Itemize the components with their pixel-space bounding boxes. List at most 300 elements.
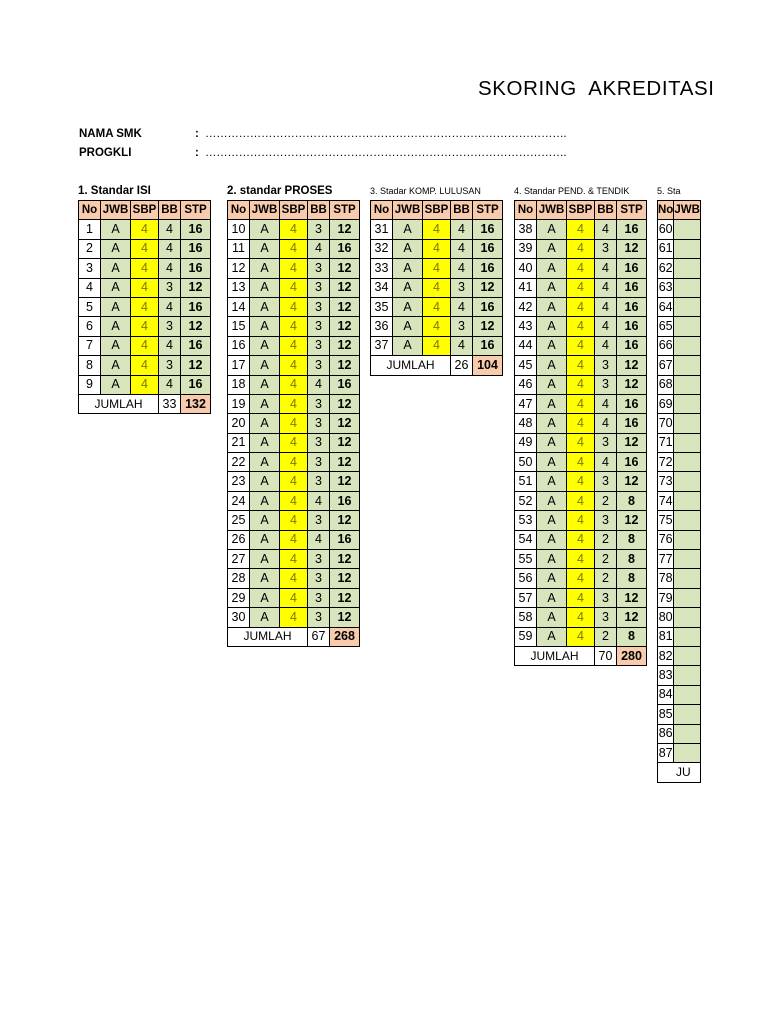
no-cell: 33 [371, 259, 393, 278]
answer-cell: A [250, 239, 280, 258]
stp-cell: 8 [617, 530, 647, 549]
answer-cell [674, 336, 701, 355]
table-row [371, 278, 503, 297]
table-row [79, 375, 211, 394]
no-cell: 2 [79, 239, 101, 258]
stp-cell: 12 [181, 356, 211, 375]
answer-cell: A [101, 317, 131, 336]
total-label: JUMLAH [371, 356, 451, 375]
answer-cell: A [537, 356, 567, 375]
sbp-cell: 4 [280, 239, 308, 258]
table-row [658, 414, 701, 433]
bb-cell: 4 [159, 239, 181, 258]
stp-cell: 16 [617, 297, 647, 316]
program-label: PROGKLI [79, 147, 132, 159]
table-row [658, 511, 701, 530]
stp-cell: 16 [617, 394, 647, 413]
column-header-sbp: SBP [131, 201, 159, 220]
bb-cell: 4 [595, 453, 617, 472]
table-row [658, 666, 701, 685]
no-cell: 38 [515, 220, 537, 239]
table-row [515, 511, 647, 530]
sbp-cell: 4 [280, 608, 308, 627]
answer-cell: A [537, 588, 567, 607]
stp-cell: 12 [330, 259, 360, 278]
no-cell: 79 [658, 588, 674, 607]
bb-cell: 3 [595, 375, 617, 394]
standard-heading: 1. Standar ISI [78, 185, 151, 197]
no-cell: 83 [658, 666, 674, 685]
answer-cell [674, 317, 701, 336]
table-row [658, 608, 701, 627]
answer-cell: A [537, 278, 567, 297]
answer-cell: A [537, 453, 567, 472]
table-row [228, 608, 360, 627]
no-cell: 9 [79, 375, 101, 394]
stp-cell: 16 [473, 239, 503, 258]
stp-cell: 12 [617, 588, 647, 607]
answer-cell: A [250, 588, 280, 607]
column-header-sbp: SBP [423, 201, 451, 220]
no-cell: 65 [658, 317, 674, 336]
score-table [78, 200, 211, 414]
no-cell: 64 [658, 297, 674, 316]
table-row [658, 433, 701, 452]
stp-cell: 16 [181, 297, 211, 316]
answer-cell: A [250, 336, 280, 355]
table-row [371, 220, 503, 239]
answer-cell [674, 433, 701, 452]
column-header-stp: STP [473, 201, 503, 220]
table-row [515, 472, 647, 491]
sbp-cell: 4 [567, 472, 595, 491]
stp-cell: 16 [617, 278, 647, 297]
no-cell: 80 [658, 608, 674, 627]
bb-cell: 2 [595, 627, 617, 646]
stp-cell: 16 [617, 220, 647, 239]
answer-cell: A [537, 239, 567, 258]
bb-cell: 3 [308, 356, 330, 375]
stp-cell: 12 [330, 394, 360, 413]
answer-cell: A [250, 530, 280, 549]
sbp-cell: 4 [280, 394, 308, 413]
table-row [228, 220, 360, 239]
answer-cell: A [250, 394, 280, 413]
answer-cell: A [393, 239, 423, 258]
table-row [658, 705, 701, 724]
bb-cell: 3 [159, 278, 181, 297]
bb-cell: 4 [159, 297, 181, 316]
column-header-no: No [79, 201, 101, 220]
bb-cell: 4 [451, 297, 473, 316]
no-cell: 35 [371, 297, 393, 316]
total-row [228, 627, 360, 646]
table-row [371, 297, 503, 316]
no-cell: 26 [228, 530, 250, 549]
bb-cell: 3 [595, 588, 617, 607]
no-cell: 73 [658, 472, 674, 491]
stp-cell: 12 [617, 375, 647, 394]
bb-cell: 3 [308, 259, 330, 278]
answer-cell [674, 685, 701, 704]
sbp-cell: 4 [131, 297, 159, 316]
sbp-cell: 4 [280, 297, 308, 316]
no-cell: 19 [228, 394, 250, 413]
table-row [228, 453, 360, 472]
sbp-cell: 4 [567, 530, 595, 549]
stp-cell: 12 [330, 472, 360, 491]
sbp-cell: 4 [567, 336, 595, 355]
stp-cell: 8 [617, 627, 647, 646]
bb-cell: 3 [308, 394, 330, 413]
sbp-cell: 4 [423, 259, 451, 278]
sbp-cell: 4 [423, 239, 451, 258]
answer-cell: A [250, 433, 280, 452]
answer-cell [674, 239, 701, 258]
bb-cell: 3 [308, 297, 330, 316]
sbp-cell: 4 [131, 317, 159, 336]
sbp-cell: 4 [423, 317, 451, 336]
table-row [515, 278, 647, 297]
table-row [658, 317, 701, 336]
table-row [228, 414, 360, 433]
stp-cell: 16 [330, 375, 360, 394]
no-cell: 69 [658, 394, 674, 413]
no-cell: 31 [371, 220, 393, 239]
bb-cell: 3 [595, 472, 617, 491]
answer-cell [674, 569, 701, 588]
score-table [657, 200, 701, 783]
sbp-cell: 4 [567, 511, 595, 530]
table-row [228, 511, 360, 530]
table-row [371, 259, 503, 278]
stp-cell: 16 [330, 239, 360, 258]
table-row [79, 356, 211, 375]
table-row [515, 414, 647, 433]
no-cell: 28 [228, 569, 250, 588]
stp-cell: 12 [617, 511, 647, 530]
table-row [371, 239, 503, 258]
no-cell: 15 [228, 317, 250, 336]
no-cell: 58 [515, 608, 537, 627]
no-cell: 44 [515, 336, 537, 355]
sbp-cell: 4 [280, 530, 308, 549]
no-cell: 59 [515, 627, 537, 646]
column-header-no: No [371, 201, 393, 220]
sbp-cell: 4 [280, 317, 308, 336]
no-cell: 17 [228, 356, 250, 375]
bb-total: 67 [308, 627, 330, 646]
sbp-cell: 4 [280, 414, 308, 433]
sbp-cell: 4 [280, 259, 308, 278]
column-header-jwb: JWB [393, 201, 423, 220]
sbp-cell: 4 [567, 375, 595, 394]
answer-cell: A [537, 433, 567, 452]
bb-cell: 3 [159, 356, 181, 375]
bb-cell: 3 [308, 550, 330, 569]
no-cell: 11 [228, 239, 250, 258]
column-header-jwb: JWB [674, 201, 701, 220]
answer-cell: A [537, 259, 567, 278]
table-row [371, 336, 503, 355]
table-row [658, 530, 701, 549]
answer-cell: A [250, 220, 280, 239]
table-row [515, 530, 647, 549]
answer-cell [674, 743, 701, 762]
bb-cell: 2 [595, 569, 617, 588]
sbp-cell: 4 [567, 608, 595, 627]
sbp-cell: 4 [131, 259, 159, 278]
bb-cell: 3 [451, 278, 473, 297]
sbp-cell: 4 [280, 453, 308, 472]
sbp-cell: 4 [280, 569, 308, 588]
table-row [228, 433, 360, 452]
no-cell: 22 [228, 453, 250, 472]
no-cell: 75 [658, 511, 674, 530]
table-row [228, 317, 360, 336]
sbp-cell: 4 [567, 627, 595, 646]
no-cell: 86 [658, 724, 674, 743]
no-cell: 48 [515, 414, 537, 433]
sbp-cell: 4 [280, 588, 308, 607]
standard-isi-block [78, 184, 211, 414]
no-cell: 14 [228, 297, 250, 316]
column-header-no: No [515, 201, 537, 220]
no-cell: 37 [371, 336, 393, 355]
table-row [658, 394, 701, 413]
no-cell: 16 [228, 336, 250, 355]
sbp-cell: 4 [280, 511, 308, 530]
table-row [228, 375, 360, 394]
sbp-cell: 4 [280, 491, 308, 510]
bb-total: 70 [595, 646, 617, 665]
bb-cell: 4 [451, 239, 473, 258]
standard-kompetensi-lulusan-block [370, 184, 503, 376]
answer-cell: A [537, 336, 567, 355]
table-row [658, 278, 701, 297]
stp-cell: 16 [473, 259, 503, 278]
table-row [658, 453, 701, 472]
bb-cell: 4 [595, 414, 617, 433]
table-row [515, 394, 647, 413]
answer-cell: A [537, 530, 567, 549]
stp-cell: 12 [330, 297, 360, 316]
stp-cell: 12 [330, 569, 360, 588]
bb-cell: 4 [159, 336, 181, 355]
bb-cell: 3 [595, 239, 617, 258]
table-row [228, 472, 360, 491]
bb-cell: 4 [159, 375, 181, 394]
answer-cell [674, 297, 701, 316]
table-row [79, 220, 211, 239]
no-cell: 46 [515, 375, 537, 394]
sbp-cell: 4 [280, 278, 308, 297]
stp-cell: 12 [473, 317, 503, 336]
stp-cell: 12 [330, 220, 360, 239]
stp-cell: 16 [330, 530, 360, 549]
no-cell: 41 [515, 278, 537, 297]
bb-cell: 4 [308, 239, 330, 258]
stp-cell: 12 [617, 239, 647, 258]
sbp-cell: 4 [131, 239, 159, 258]
answer-cell: A [250, 278, 280, 297]
table-row [79, 297, 211, 316]
sbp-cell: 4 [567, 588, 595, 607]
stp-total: 104 [473, 356, 503, 375]
stp-total: 132 [181, 394, 211, 413]
program-value: ……………………………………………………………………………………. [205, 147, 567, 159]
total-label: JUMLAH [515, 646, 595, 665]
no-cell: 76 [658, 530, 674, 549]
stp-cell: 12 [330, 588, 360, 607]
table-row [658, 550, 701, 569]
stp-cell: 12 [330, 433, 360, 452]
table-row [79, 239, 211, 258]
bb-cell: 3 [451, 317, 473, 336]
no-cell: 10 [228, 220, 250, 239]
no-cell: 57 [515, 588, 537, 607]
answer-cell: A [537, 511, 567, 530]
column-header-jwb: JWB [101, 201, 131, 220]
sbp-cell: 4 [567, 278, 595, 297]
answer-cell: A [250, 511, 280, 530]
stp-cell: 8 [617, 491, 647, 510]
sbp-cell: 4 [131, 356, 159, 375]
sbp-cell: 4 [567, 453, 595, 472]
bb-cell: 2 [595, 550, 617, 569]
bb-cell: 4 [595, 336, 617, 355]
sbp-cell: 4 [423, 297, 451, 316]
stp-cell: 12 [330, 414, 360, 433]
table-row [228, 550, 360, 569]
table-row [658, 646, 701, 665]
column-header-stp: STP [617, 201, 647, 220]
bb-cell: 4 [451, 259, 473, 278]
answer-cell: A [250, 453, 280, 472]
header-row [371, 201, 503, 220]
table-row [658, 375, 701, 394]
table-row [515, 588, 647, 607]
stp-cell: 12 [617, 356, 647, 375]
no-cell: 24 [228, 491, 250, 510]
no-cell: 68 [658, 375, 674, 394]
no-cell: 29 [228, 588, 250, 607]
no-cell: 36 [371, 317, 393, 336]
no-cell: 34 [371, 278, 393, 297]
table-row [79, 317, 211, 336]
answer-cell: A [537, 627, 567, 646]
no-cell: 62 [658, 259, 674, 278]
bb-cell: 3 [308, 472, 330, 491]
table-row [658, 220, 701, 239]
score-table [514, 200, 647, 666]
stp-cell: 16 [181, 239, 211, 258]
no-cell: 6 [79, 317, 101, 336]
answer-cell: A [537, 220, 567, 239]
no-cell: 84 [658, 685, 674, 704]
stp-cell: 16 [181, 220, 211, 239]
answer-cell: A [250, 491, 280, 510]
sbp-cell: 4 [567, 220, 595, 239]
sbp-cell: 4 [567, 259, 595, 278]
answer-cell [674, 705, 701, 724]
table-row [228, 530, 360, 549]
sbp-cell: 4 [567, 317, 595, 336]
table-row [658, 627, 701, 646]
sbp-cell: 4 [280, 550, 308, 569]
answer-cell: A [250, 550, 280, 569]
total-row [658, 763, 701, 782]
answer-cell: A [537, 569, 567, 588]
answer-cell: A [101, 278, 131, 297]
standard-heading: 2. standar PROSES [227, 185, 333, 197]
header-row [228, 201, 360, 220]
table-row [658, 685, 701, 704]
answer-cell: A [250, 356, 280, 375]
bb-cell: 4 [595, 317, 617, 336]
no-cell: 49 [515, 433, 537, 452]
bb-cell: 4 [595, 220, 617, 239]
bb-cell: 3 [308, 569, 330, 588]
bb-cell: 3 [308, 414, 330, 433]
answer-cell: A [250, 375, 280, 394]
answer-cell [674, 375, 701, 394]
no-cell: 56 [515, 569, 537, 588]
no-cell: 52 [515, 491, 537, 510]
bb-total: 33 [159, 394, 181, 413]
no-cell: 66 [658, 336, 674, 355]
total-row [515, 646, 647, 665]
bb-cell: 4 [159, 220, 181, 239]
stp-cell: 16 [617, 414, 647, 433]
answer-cell: A [537, 414, 567, 433]
stp-cell: 12 [617, 472, 647, 491]
answer-cell [674, 511, 701, 530]
stp-cell: 12 [330, 511, 360, 530]
table-row [79, 278, 211, 297]
column-header-stp: STP [330, 201, 360, 220]
answer-cell: A [393, 297, 423, 316]
sbp-cell: 4 [280, 220, 308, 239]
no-cell: 53 [515, 511, 537, 530]
answer-cell: A [393, 336, 423, 355]
no-cell: 13 [228, 278, 250, 297]
sbp-cell: 4 [131, 375, 159, 394]
sbp-cell: 4 [567, 356, 595, 375]
stp-cell: 12 [330, 550, 360, 569]
bb-cell: 3 [308, 511, 330, 530]
no-cell: 67 [658, 356, 674, 375]
identity-row-program [79, 146, 566, 160]
no-cell: 20 [228, 414, 250, 433]
column-header-bb: BB [451, 201, 473, 220]
table-row [515, 239, 647, 258]
no-cell: 78 [658, 569, 674, 588]
stp-cell: 16 [617, 453, 647, 472]
column-header-bb: BB [595, 201, 617, 220]
bb-cell: 2 [595, 530, 617, 549]
stp-total: 268 [330, 627, 360, 646]
answer-cell: A [101, 336, 131, 355]
table-row [228, 239, 360, 258]
school-name-value: ……………………………………………………………………………………. [205, 128, 567, 140]
no-cell: 50 [515, 453, 537, 472]
sbp-cell: 4 [567, 491, 595, 510]
column-header-sbp: SBP [280, 201, 308, 220]
standard-heading: 4. Standar PEND. & TENDIK [514, 186, 630, 196]
no-cell: 39 [515, 239, 537, 258]
bb-cell: 3 [595, 433, 617, 452]
